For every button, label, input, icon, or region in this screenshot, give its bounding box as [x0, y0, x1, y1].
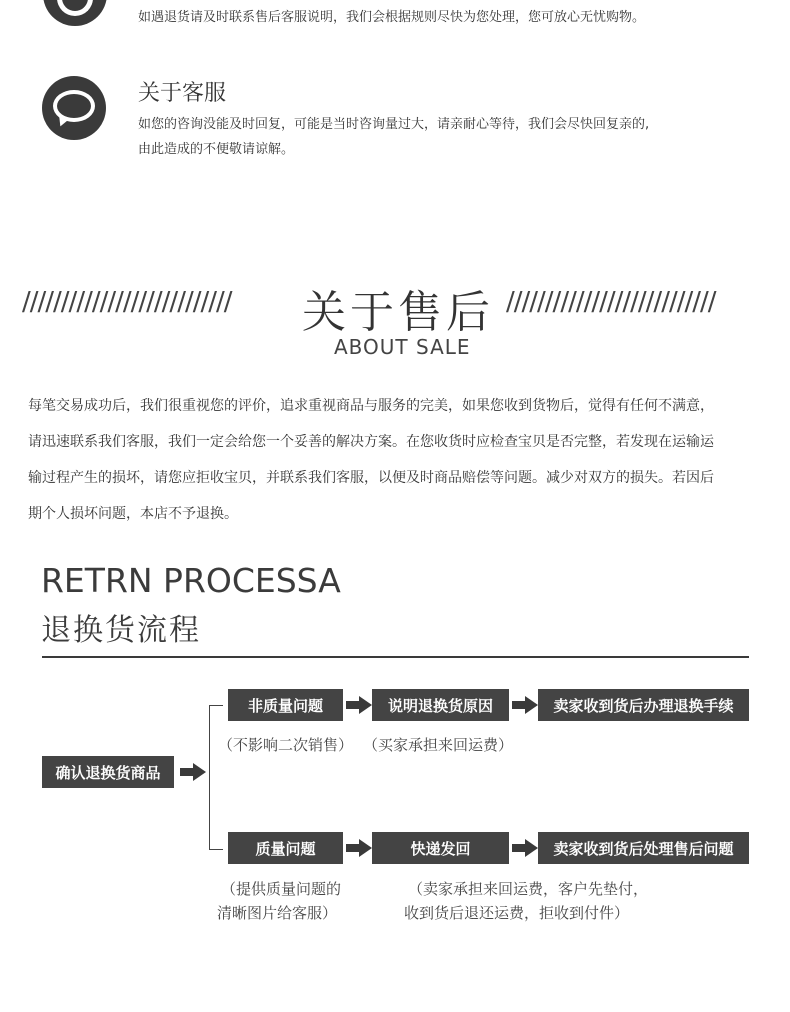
top-note-right: （买家承担来回运费）: [363, 736, 514, 754]
flow-bracket-bottom: [209, 849, 223, 850]
bottom-note-left-1: （提供质量问题的: [221, 880, 342, 898]
return-icon: [43, 0, 107, 26]
process-title-cn: 退换货流程: [41, 613, 201, 648]
arrow-right-icon: [512, 839, 538, 857]
after-sale-subtitle: ABOUT SALE: [334, 335, 471, 359]
arrow-right-icon: [346, 696, 372, 714]
explain-reason-box: 说明退换货原因: [372, 689, 509, 721]
quality-issue-box: 质量问题: [228, 832, 343, 864]
arrow-right-icon: [180, 763, 206, 781]
decorative-slashes-left: ///////////////////////////: [22, 287, 232, 317]
bottom-note-left-2: 清晰图片给客服）: [217, 904, 338, 922]
after-sale-paragraph: [28, 388, 768, 532]
customer-service-line-2: 由此造成的不便敬请谅解。: [138, 142, 295, 157]
process-title-en: RETRN PROCESSA: [41, 561, 341, 600]
start-box: 确认退换货商品: [42, 756, 174, 788]
after-sale-title: 关于售后: [302, 287, 494, 338]
paragraph-line: 每笔交易成功后，我们很重视您的评价，追求重视商品与服务的完美，如果您收到货物后，觉得有任何不满意，: [28, 398, 714, 414]
bottom-note-right-2: 收到货后退还运费，拒收到付件）: [404, 904, 630, 922]
seller-process-exchange-box: 卖家收到货后办理退换手续: [538, 689, 749, 721]
customer-service-title: 关于客服: [138, 81, 227, 106]
non-quality-issue-box: 非质量问题: [228, 689, 343, 721]
flow-bracket-top: [209, 705, 223, 706]
top-note-left: （不影响二次销售）: [218, 736, 354, 754]
paragraph-line: 期个人损坏问题，本店不予退换。: [28, 506, 238, 522]
flow-bracket: [209, 705, 210, 849]
process-divider: [42, 656, 749, 658]
chat-bubble-icon: [42, 76, 106, 140]
paragraph-line: 输过程产生的损坏，请您应拒收宝贝，并联系我们客服，以便及时商品赔偿等问题。减少对双方的损失。若因后: [28, 470, 714, 486]
paragraph-line: 请迅速联系我们客服，我们一定会给您一个妥善的解决方案。在您收货时应检查宝贝是否完整，若发现在运输运: [28, 434, 714, 450]
arrow-right-icon: [346, 839, 372, 857]
arrow-right-icon: [512, 696, 538, 714]
return-info-text: 如遇退货请及时联系售后客服说明，我们会根据规则尽快为您处理，您可放心无忧购物。: [138, 10, 646, 25]
customer-service-line-1: 如您的咨询没能及时回复，可能是当时咨询量过大，请亲耐心等待，我们会尽快回复亲的,: [138, 117, 650, 132]
seller-after-sale-box: 卖家收到货后处理售后问题: [538, 832, 749, 864]
express-return-box: 快递发回: [372, 832, 509, 864]
bottom-note-right-1: （卖家承担来回运费，客户先垫付，: [408, 880, 649, 898]
decorative-slashes-right: ///////////////////////////: [506, 287, 716, 317]
